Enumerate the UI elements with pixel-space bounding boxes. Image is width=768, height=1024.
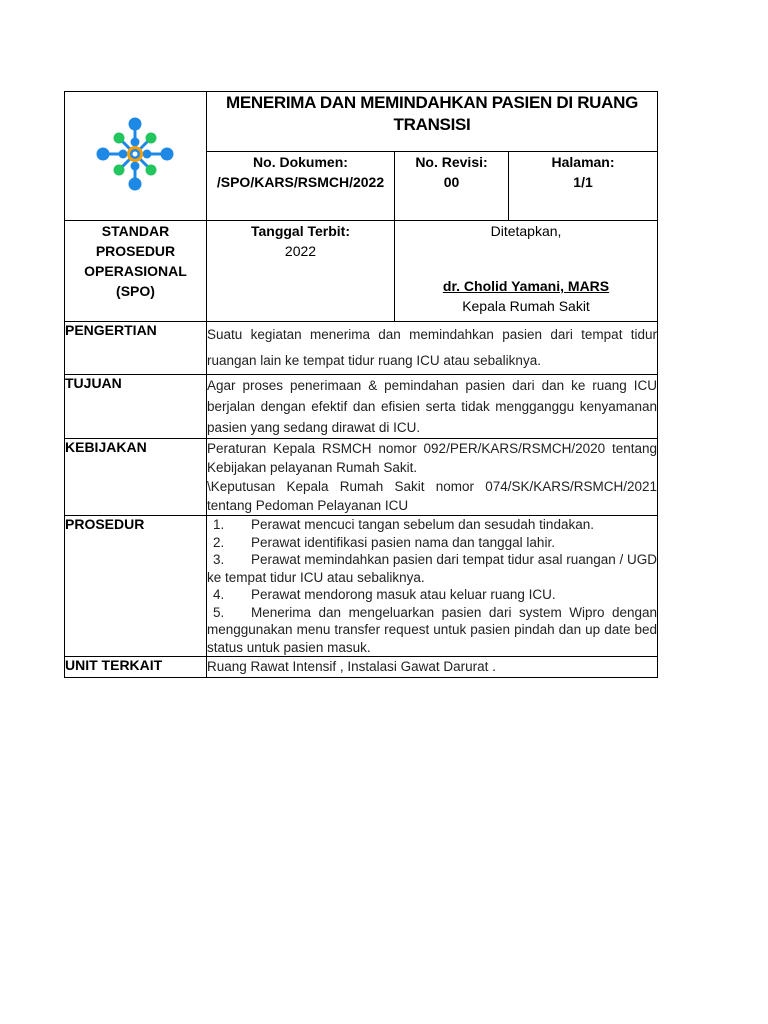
- step-text: Perawat mendorong masuk atau keluar ruang ICU.: [251, 587, 556, 602]
- prosedur-step: [207, 551, 657, 586]
- tanggal-terbit-value: 2022: [284, 243, 317, 259]
- halaman-label: Halaman:: [551, 154, 615, 171]
- tanggal-terbit-label: Tanggal Terbit:: [250, 223, 351, 239]
- prosedur-step: [207, 516, 657, 534]
- halaman-value: 1/1: [573, 174, 593, 191]
- signer-title: Kepala Rumah Sakit: [462, 298, 590, 314]
- no-revisi-label: No. Revisi:: [415, 154, 488, 171]
- no-dokumen-cell: [207, 152, 395, 221]
- prosedur-step: [207, 534, 657, 552]
- kebijakan-label: KEBIJAKAN: [65, 439, 207, 516]
- step-text: Perawat memindahkan pasien dari tempat tidur asal ruangan / UGD ke tempat tidur ICU atau sebaliknya.: [207, 552, 658, 585]
- unit-terkait-label: UNIT TERKAIT: [65, 657, 207, 678]
- step-text: Perawat identifikasi pasien nama dan tanggal lahir.: [251, 534, 555, 550]
- prosedur-label: PROSEDUR: [65, 516, 207, 657]
- document-title: MENERIMA DAN MEMINDAHKAN PASIEN DI RUANG TRANSISI: [207, 92, 658, 152]
- prosedur-body: [207, 516, 658, 657]
- step-number: 5.: [213, 604, 225, 620]
- no-revisi-cell: [395, 152, 509, 221]
- no-revisi-value: 00: [443, 174, 460, 191]
- kebijakan-body: [207, 439, 658, 516]
- tanggal-terbit-cell: [207, 221, 395, 322]
- unit-terkait-text: Ruang Rawat Intensif , Instalasi Gawat Darurat .: [207, 657, 658, 678]
- step-number: 2.: [213, 534, 225, 550]
- hospital-logo-icon: [95, 116, 175, 192]
- step-number: 1.: [213, 517, 225, 532]
- no-dokumen-value: /SPO/KARS/RSMCH/2022: [216, 174, 385, 191]
- logo-cell: [65, 92, 207, 221]
- no-dokumen-label: No. Dokumen:: [253, 154, 348, 171]
- step-text: Perawat mencuci tangan sebelum dan sesudah tindakan.: [251, 517, 594, 532]
- spo-label: STANDAR PROSEDUR OPERASIONAL (SPO): [65, 221, 207, 322]
- step-text: Menerima dan mengeluarkan pasien dari system Wipro dengan menggunakan menu transfer request untuk pasien pindah dan up date bed status untuk pasien masuk.: [207, 604, 658, 655]
- ditetapkan-cell: [395, 221, 658, 322]
- signer-name: dr. Cholid Yamani, MARS: [442, 278, 610, 294]
- prosedur-step: [207, 586, 657, 604]
- spo-document-table: [64, 91, 658, 678]
- prosedur-step: [207, 604, 657, 657]
- tujuan-label: TUJUAN: [65, 375, 207, 439]
- ditetapkan-text: Ditetapkan,: [490, 223, 562, 239]
- halaman-cell: [509, 152, 658, 221]
- tujuan-text: Agar proses penerimaan & pemindahan pasien dari dan ke ruang ICU berjalan dengan efektif dan efisien serta tidak mengganggu kenyamanan pasien yang sedang dirawat di ICU.: [207, 375, 658, 439]
- step-number: 3.: [213, 552, 225, 567]
- pengertian-text: Suatu kegiatan menerima dan memindahkan pasien dari tempat tidur ruangan lain ke tempat tidur ruang ICU atau sebaliknya.: [207, 322, 658, 375]
- step-number: 4.: [213, 587, 225, 602]
- pengertian-label: PENGERTIAN: [65, 322, 207, 375]
- kebijakan-item: Peraturan Kepala RSMCH nomor 092/PER/KARS/RSMCH/2020 tentang Kebijakan pelayanan Rumah Sakit.: [207, 441, 658, 475]
- kebijakan-item: \Keputusan Kepala Rumah Sakit nomor 074/SK/KARS/RSMCH/2021 tentang Pedoman Pelayanan ICU: [207, 479, 658, 513]
